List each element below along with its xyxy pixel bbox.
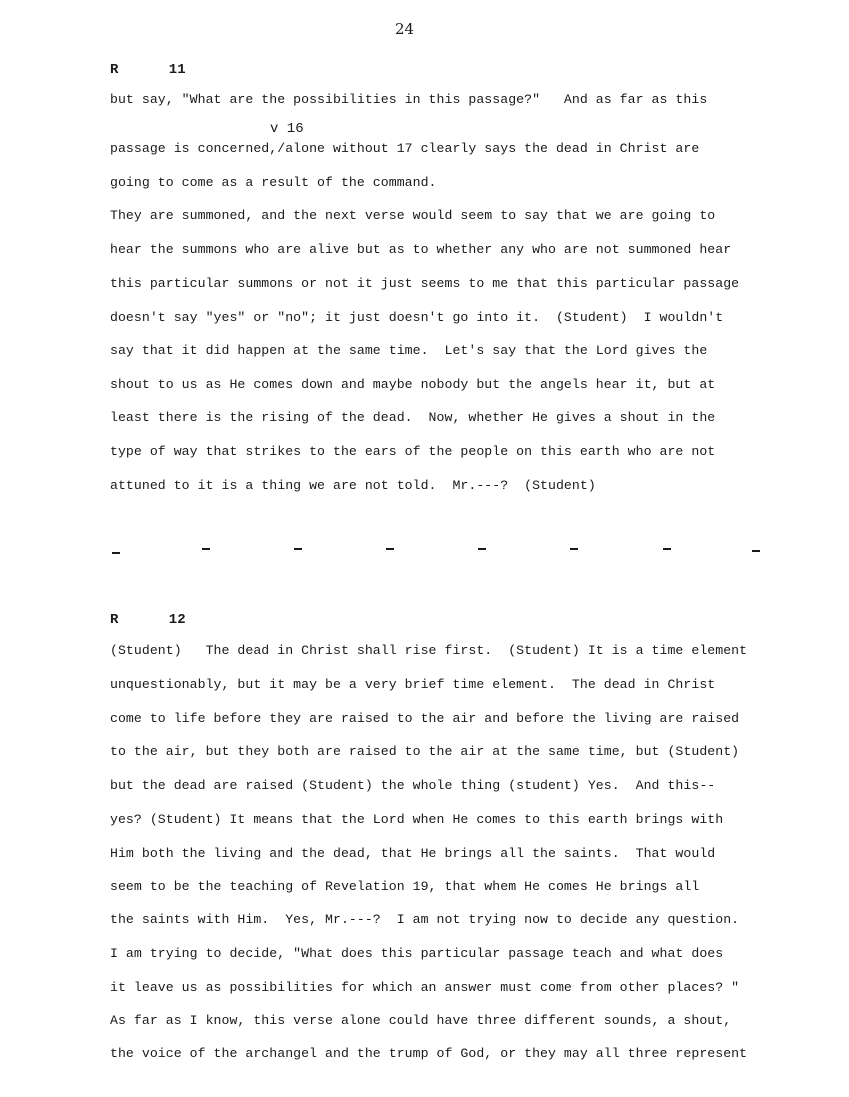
separator-dash [294, 548, 302, 550]
text-line: least there is the rising of the dead. Now, whether He gives a shout in the [110, 410, 716, 425]
text-line: I am trying to decide, "What does this particular passage teach and what does [110, 946, 724, 961]
text-line: but say, "What are the possibilities in this passage?" And as far as this [110, 92, 708, 107]
text-line: to the air, but they both are raised to the air at the same time, but (Student) [110, 744, 740, 759]
separator-dash [478, 548, 486, 550]
verse-note: v 16 [270, 121, 304, 137]
text-line: going to come as a result of the command. [110, 175, 437, 190]
separator-dash [112, 552, 120, 554]
separator-dash [663, 548, 671, 550]
text-line: say that it did happen at the same time. Let's say that the Lord gives the [110, 343, 708, 358]
separator-dash [202, 548, 210, 550]
text-line: come to life before they are raised to the air and before the living are raised [110, 711, 740, 726]
text-line: Him both the living and the dead, that He brings all the saints. That would [110, 846, 716, 861]
text-line: shout to us as He comes down and maybe nobody but the angels hear it, but at [110, 377, 716, 392]
section-label-r12: R 12 [110, 612, 186, 628]
text-line: unquestionably, but it may be a very brief time element. The dead in Christ [110, 677, 716, 692]
text-line: They are summoned, and the next verse would seem to say that we are going to [110, 208, 716, 223]
text-line: hear the summons who are alive but as to whether any who are not summoned hear [110, 242, 732, 257]
text-line: (Student) The dead in Christ shall rise first. (Student) It is a time element [110, 643, 748, 658]
text-line: As far as I know, this verse alone could have three different sounds, a shout, [110, 1013, 732, 1028]
text-line: type of way that strikes to the ears of the people on this earth who are not [110, 444, 716, 459]
section-label-r11: R 11 [110, 62, 186, 78]
section-separator [112, 548, 762, 554]
separator-dash [570, 548, 578, 550]
text-line: the saints with Him. Yes, Mr.---? I am not trying now to decide any question. [110, 912, 740, 927]
text-line: this particular summons or not it just seems to me that this particular passage [110, 276, 740, 291]
text-line: doesn't say "yes" or "no"; it just doesn't go into it. (Student) I wouldn't [110, 310, 724, 325]
text-line: seem to be the teaching of Revelation 19, that whem He comes He brings all [110, 879, 700, 894]
text-line: passage is concerned,/alone without 17 clearly says the dead in Christ are [110, 141, 700, 156]
text-line: attuned to it is a thing we are not told. Mr.---? (Student) [110, 478, 596, 493]
text-line: but the dead are raised (Student) the whole thing (student) Yes. And this-- [110, 778, 716, 793]
separator-dash [386, 548, 394, 550]
page-number: 24 [395, 20, 415, 38]
separator-dash [752, 550, 760, 552]
text-line: the voice of the archangel and the trump of God, or they may all three represent [110, 1046, 748, 1061]
text-line: yes? (Student) It means that the Lord when He comes to this earth brings with [110, 812, 724, 827]
text-line: it leave us as possibilities for which an answer must come from other places? " [110, 980, 740, 995]
